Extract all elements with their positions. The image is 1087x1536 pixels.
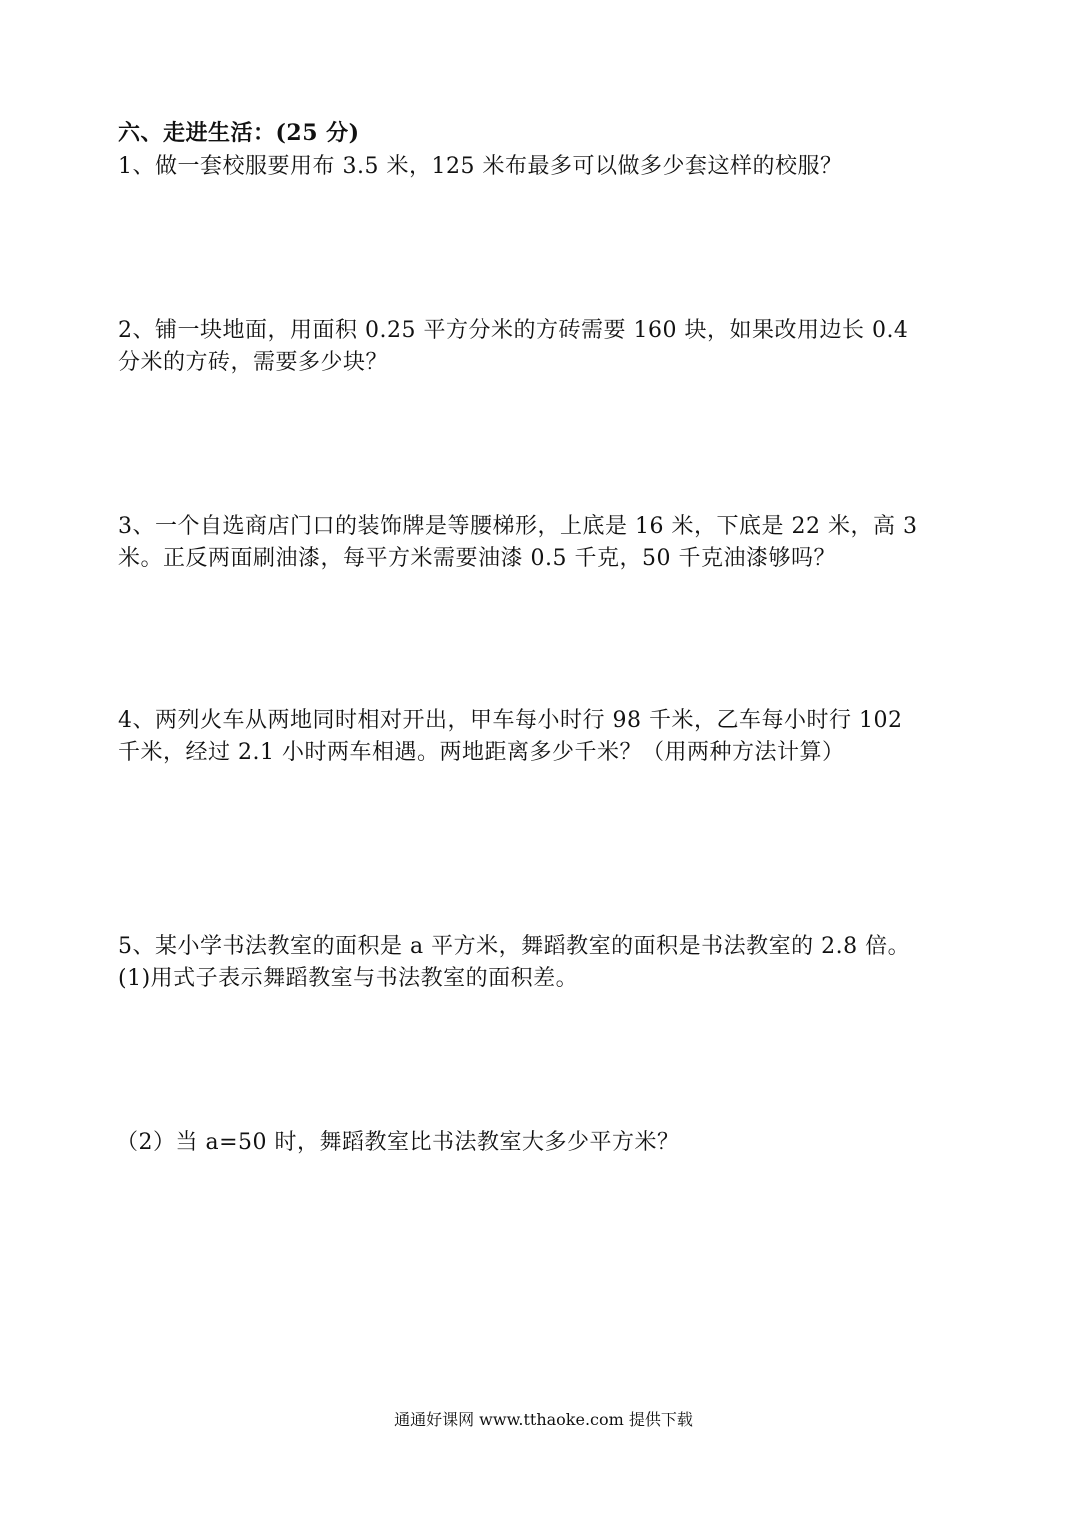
question-3-line-1: 3、一个自选商店门口的装饰牌是等腰梯形，上底是 16 米，下底是 22 米，高 3 bbox=[118, 514, 918, 539]
question-4-line-2: 千米，经过 2.1 小时两车相遇。两地距离多少千米？（用两种方法计算） bbox=[118, 740, 845, 765]
section-title: 六、走进生活：(25 分) bbox=[118, 120, 360, 146]
question-1-line-1: 1、做一套校服要用布 3.5 米，125 米布最多可以做多少套这样的校服？ bbox=[118, 154, 843, 179]
question-5-line-1: 5、某小学书法教室的面积是 a 平方米，舞蹈教室的面积是书法教室的 2.8 倍。 bbox=[118, 934, 911, 959]
question-2-line-1: 2、铺一块地面，用面积 0.25 平方分米的方砖需要 160 块，如果改用边长 0.4 bbox=[118, 318, 909, 343]
question-3-line-2: 米。正反两面刷油漆，每平方米需要油漆 0.5 千克，50 千克油漆够吗？ bbox=[118, 546, 836, 571]
question-5-sub-question-2: （2）当 a=50 时，舞蹈教室比书法教室大多少平方米？ bbox=[116, 1130, 680, 1155]
question-2-line-2: 分米的方砖，需要多少块？ bbox=[118, 350, 389, 375]
question-5-line-2: (1)用式子表示舞蹈教室与书法教室的面积差。 bbox=[118, 966, 579, 991]
question-4-line-1: 4、两列火车从两地同时相对开出，甲车每小时行 98 千米，乙车每小时行 102 bbox=[118, 708, 903, 733]
page-footer: 通通好课网 www.tthaoke.com 提供下载 bbox=[394, 1410, 693, 1429]
